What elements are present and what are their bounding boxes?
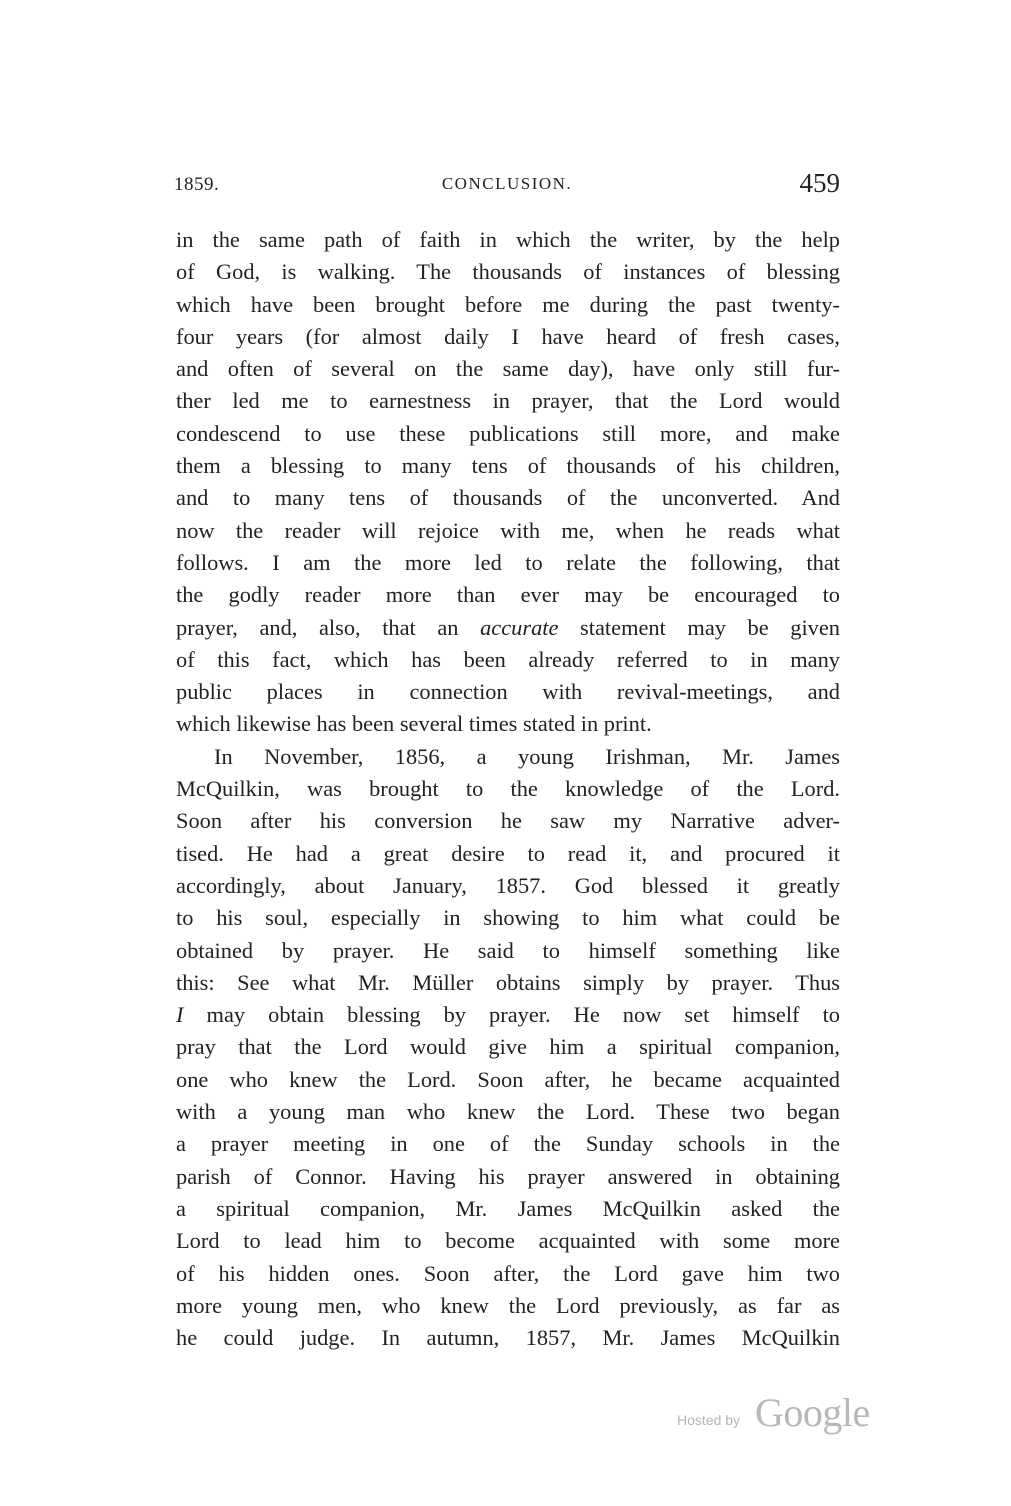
text-line: tised. He had a great desire to read it, and procured it — [176, 840, 840, 866]
text-line: a spiritual companion, Mr. James McQuilkin asked the — [176, 1195, 840, 1221]
header-title: CONCLUSION. — [441, 174, 573, 193]
text-line: he could judge. In autumn, 1857, Mr. James McQuilkin — [176, 1325, 840, 1351]
text-line: follows. I am the more led to relate the following, that — [176, 549, 840, 575]
italic-word: accurate — [480, 614, 559, 640]
text-line: Lord to lead him to become acquainted with some more — [176, 1228, 840, 1254]
text-line: with a young man who knew the Lord. These two began — [176, 1099, 840, 1125]
text-line: accordingly, about January, 1857. God blessed it greatly — [176, 872, 840, 898]
text-line: in the same path of faith in which the writer, by the help — [176, 227, 840, 252]
google-logo: Google — [755, 1390, 870, 1435]
text-line: and often of several on the same day), have only still fur- — [176, 356, 840, 382]
text-line: this: See what Mr. Müller obtains simply by prayer. Thus — [176, 969, 840, 995]
text-line: pray that the Lord would give him a spiritual companion, — [176, 1034, 840, 1060]
text-line: prayer, and, also, that an accurate statement may be given — [176, 614, 840, 640]
text-line: which likewise has been several times stated in print. — [176, 711, 652, 737]
hosted-by-text: Hosted by — [677, 1412, 741, 1428]
text-line: obtained by prayer. He said to himself something like — [176, 937, 840, 963]
text-line: Soon after his conversion he saw my Narrative adver- — [176, 808, 840, 834]
text-line: of God, is walking. The thousands of instances of blessing — [176, 259, 840, 285]
italic-word: I — [176, 1002, 184, 1028]
text-line: a prayer meeting in one of the Sunday schools in the — [176, 1131, 840, 1157]
running-header — [174, 170, 840, 200]
text-line: more young men, who knew the Lord previously, as far as — [176, 1292, 840, 1318]
text-line: to his soul, especially in showing to him what could be — [176, 905, 840, 931]
header-year: 1859. — [174, 174, 220, 195]
text-line: In November, 1856, a young Irishman, Mr. James — [214, 743, 840, 769]
text-line: public places in connection with revival-meetings, and — [176, 679, 840, 705]
page-number: 459 — [799, 168, 840, 198]
text-line: I may obtain blessing by prayer. He now set himself to — [176, 1002, 840, 1028]
text-line: McQuilkin, was brought to the knowledge of the Lord. — [176, 776, 840, 802]
google-watermark — [677, 1386, 887, 1436]
paragraph-2-continued — [176, 1031, 840, 1354]
text-line: of his hidden ones. Soon after, the Lord gave him two — [176, 1260, 840, 1286]
text-line: the godly reader more than ever may be encouraged to — [176, 582, 840, 608]
text-line: parish of Connor. Having his prayer answered in obtaining — [176, 1163, 840, 1189]
text-line: of this fact, which has been already referred to in many — [176, 646, 840, 672]
text-line: condescend to use these publications still more, and make — [176, 420, 840, 446]
paragraph-2 — [176, 741, 840, 999]
paragraph-1-tail — [176, 644, 840, 741]
text-line: ther led me to earnestness in prayer, that the Lord would — [176, 388, 840, 414]
text-line: one who knew the Lord. Soon after, he became acquainted — [176, 1066, 840, 1092]
paragraph-1 — [176, 224, 840, 612]
text-line: them a blessing to many tens of thousands of his children, — [176, 453, 840, 479]
text-line: and to many tens of thousands of the unconverted. And — [176, 485, 840, 511]
text-line: four years (for almost daily I have heard of fresh cases, — [176, 323, 840, 349]
page-body — [176, 224, 840, 1354]
text-line: now the reader will rejoice with me, when he reads what — [176, 517, 840, 543]
text-line: which have been brought before me during the past twenty- — [176, 291, 840, 317]
